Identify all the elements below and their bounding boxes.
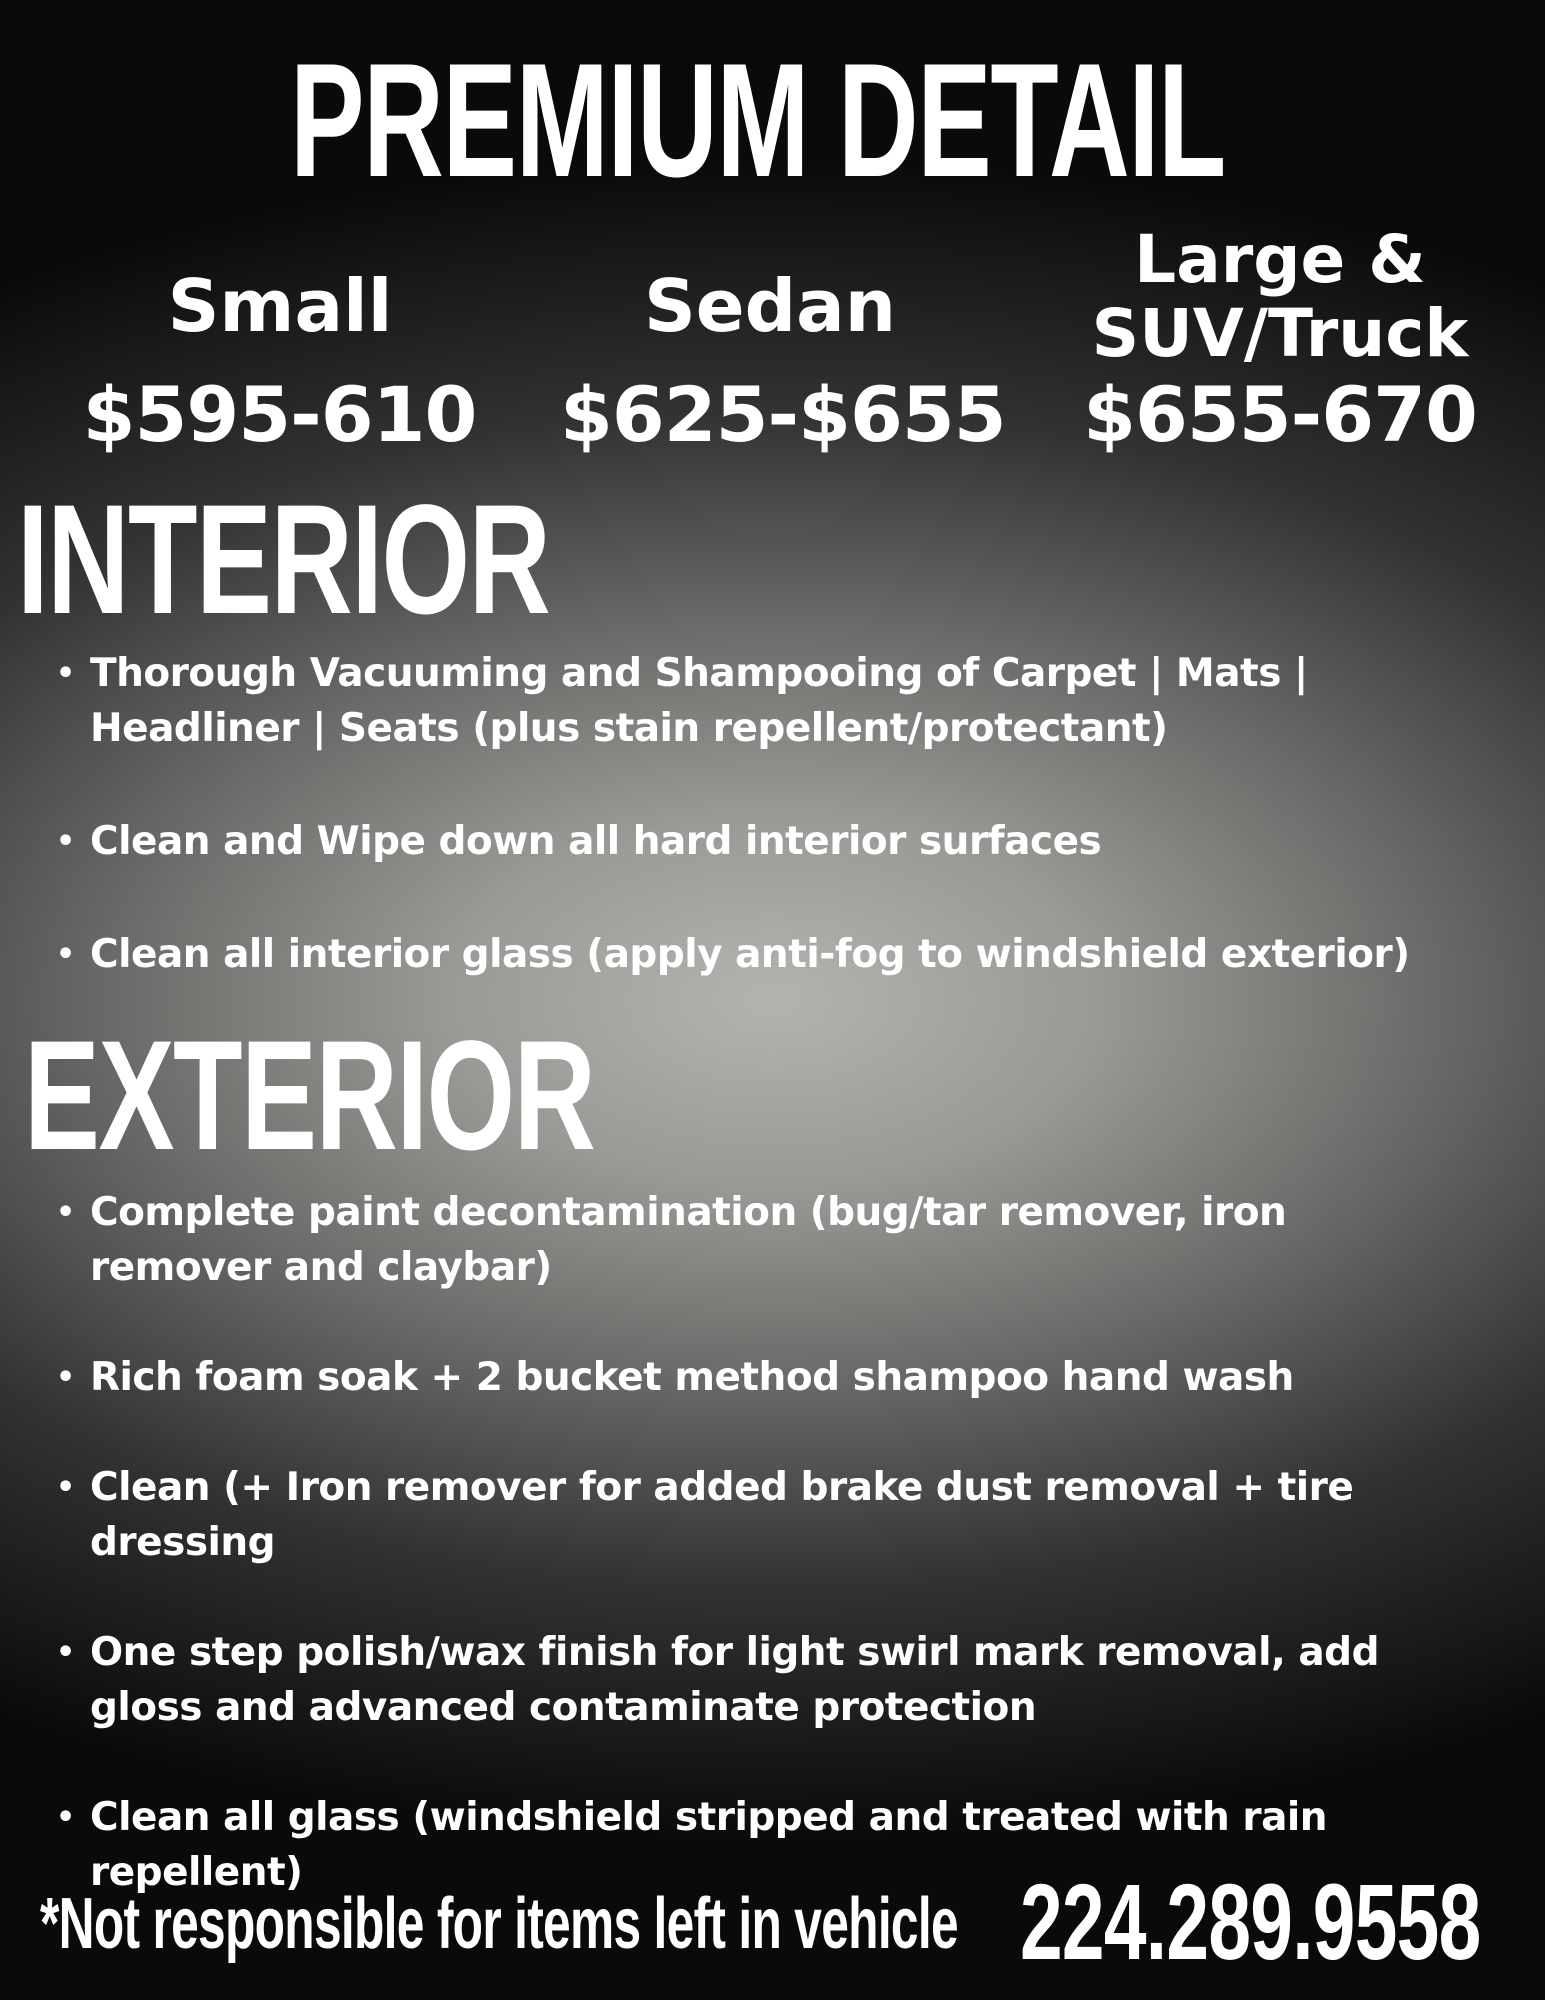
list-item-text: Clean all interior glass (apply anti-fog to windshield exterior) <box>90 932 1410 977</box>
list-item-text: Complete paint decontamination (bug/tar remover, iron remover and claybar) <box>90 1190 1287 1290</box>
list-item <box>50 927 1430 982</box>
list-item-text: One step polish/wax finish for light swirl mark removal, add gloss and advanced contaminate protection <box>90 1630 1379 1730</box>
list-item-text: Thorough Vacuuming and Shampooing of Carpet | Mats | Headliner | Seats (plus stain repellent/protectant) <box>90 651 1308 751</box>
tier-large-price: $655-670 <box>1083 370 1477 459</box>
tier-large-name: Large & SUV/Truck <box>1091 221 1469 372</box>
list-item <box>50 814 1430 869</box>
tier-sedan-name: Sedan <box>643 264 897 348</box>
list-item <box>50 1350 1430 1405</box>
list-item <box>50 1625 1430 1735</box>
list-item-text: Clean (+ Iron remover for added brake dust removal + tire dressing <box>90 1465 1354 1565</box>
phone-number[interactable]: 224.289.9558 <box>1020 1861 1481 1982</box>
disclaimer-text: *Not responsible for items left in vehicle <box>40 1884 958 1964</box>
page-title: PREMIUM DETAIL <box>290 30 1225 211</box>
bullet-icon: • <box>56 1360 75 1395</box>
bullet-icon: • <box>56 1635 75 1670</box>
interior-heading: INTERIOR <box>17 473 550 647</box>
tier-small-price: $595-610 <box>82 370 477 459</box>
bullet-icon: • <box>56 937 75 972</box>
bullet-icon: • <box>56 1800 75 1835</box>
interior-feature-list <box>50 646 1430 1040</box>
list-item <box>50 1185 1430 1295</box>
tier-small-name: Small <box>167 264 393 348</box>
list-item-text: Clean all glass (windshield stripped and treated with rain repellent) <box>90 1795 1328 1895</box>
bullet-icon: • <box>56 656 75 691</box>
list-item-text: Rich foam soak + 2 bucket method shampoo hand wash <box>90 1355 1294 1400</box>
tier-sedan-price: $625-$655 <box>560 370 1006 459</box>
exterior-feature-list <box>50 1185 1430 1955</box>
list-item <box>50 646 1430 756</box>
exterior-heading: EXTERIOR <box>24 1009 595 1183</box>
bullet-icon: • <box>56 1470 75 1505</box>
bullet-icon: • <box>56 1195 75 1230</box>
bullet-icon: • <box>56 824 75 859</box>
list-item <box>50 1460 1430 1570</box>
list-item-text: Clean and Wipe down all hard interior surfaces <box>90 819 1102 864</box>
